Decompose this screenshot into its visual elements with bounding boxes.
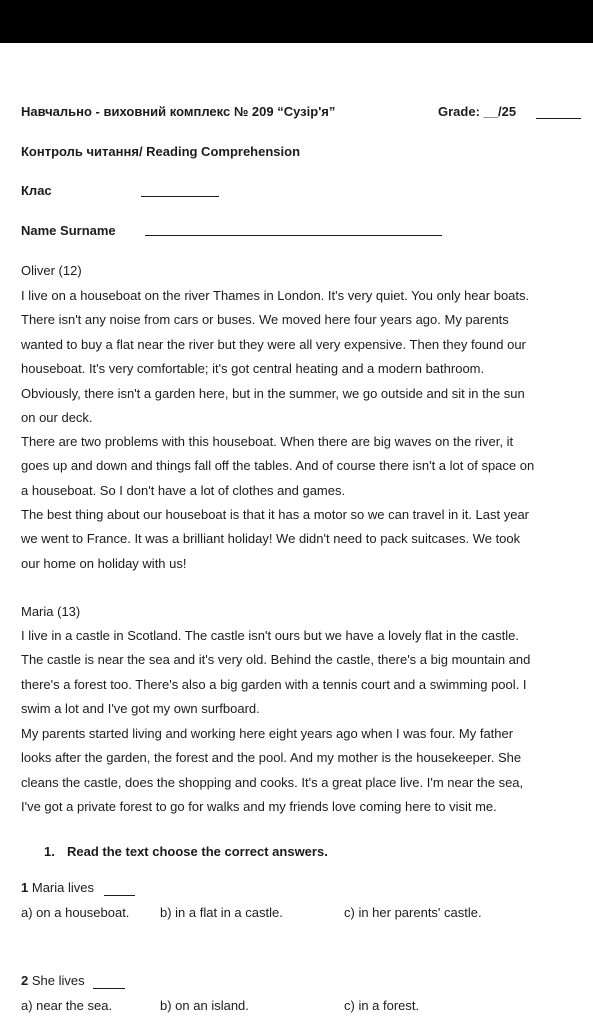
text-line: wanted to buy a flat near the river but they were all very expensive. Then they found our [21, 336, 526, 352]
question-number: 1 [21, 880, 29, 895]
option-b[interactable]: b) in a flat in a castle. [160, 905, 283, 920]
class-input-line[interactable] [141, 196, 219, 197]
option-a[interactable]: a) near the sea. [21, 998, 113, 1013]
maria-heading: Maria (13) [21, 604, 81, 619]
grade-field [438, 104, 516, 119]
maria-paragraph-2 [21, 722, 587, 820]
grade-blank[interactable]: __ [483, 104, 498, 119]
text-line: I live in a castle in Scotland. The castle isn't ours but we have a lovely flat in the castle. [21, 628, 519, 643]
option-b[interactable]: b) on an island. [160, 998, 249, 1013]
oliver-paragraph-2 [21, 430, 587, 503]
text-line: Obviously, there isn't a garden here, but in the summer, we go outside and sit in the sun [21, 385, 525, 401]
option-c[interactable]: c) in her parents' castle. [344, 905, 482, 920]
top-black-bar [0, 0, 593, 43]
grade-extra-line [536, 118, 581, 119]
text-line: The best thing about our houseboat is that it has a motor so we can travel in it. Last year [21, 507, 530, 522]
text-line: I've got a private forest to go for walks and my friends love coming here to visit me. [21, 799, 497, 815]
text-line: I live on a houseboat on the river Thames in London. It's very quiet. You only hear boats. [21, 288, 530, 303]
text-line: There are two problems with this houseboat. When there are big waves on the river, it [21, 434, 514, 449]
text-line: The castle is near the sea and it's very old. Behind the castle, there's a big mountain and [21, 652, 531, 668]
text-line: swim a lot and I've got my own surfboard. [21, 701, 260, 717]
text-line: houseboat. It's very comfortable; it's got central heating and a modern bathroom. [21, 361, 485, 377]
task-number: 1. [44, 844, 55, 859]
text-line: there's a forest too. There's also a big garden with a tennis court and a swimming pool. I [21, 676, 527, 692]
text-line: My parents started living and working here eight years ago when I was four. My father [21, 726, 514, 741]
text-line: There isn't any noise from cars or buses. We moved here four years ago. My parents [21, 312, 509, 328]
oliver-paragraph-1 [21, 284, 587, 430]
question-1 [21, 880, 94, 895]
text-line: cleans the castle, does the shopping and cooks. It's a great place live. I'm near the sea, [21, 774, 524, 790]
question-text: Maria lives [31, 880, 94, 895]
text-line: our home on holiday with us! [21, 555, 187, 571]
page-subtitle: Контроль читання/ Reading Comprehension [21, 144, 301, 159]
text-line: we went to France. It was a brilliant holiday! We didn't need to pack suitcases. We took [21, 531, 521, 547]
maria-paragraph-1 [21, 624, 587, 722]
text-line: looks after the garden, the forest and the pool. And my mother is the housekeeper. She [21, 750, 522, 766]
task-instruction: Read the text choose the correct answers. [67, 844, 328, 859]
question-text: She lives [31, 973, 85, 988]
text-line: on our deck. [21, 410, 93, 426]
question-2 [21, 973, 85, 988]
grade-total: /25 [498, 104, 517, 119]
option-c[interactable]: c) in a forest. [344, 998, 420, 1013]
text-line: goes up and down and things fall off the tables. And of course there isn't a lot of space on [21, 458, 535, 474]
school-name: Навчально - виховний комплекс № 209 “Сузір'я” [21, 104, 336, 119]
oliver-paragraph-3 [21, 503, 587, 576]
option-a[interactable]: a) on a houseboat. [21, 905, 130, 920]
name-input-line[interactable] [145, 235, 442, 236]
answer-blank-1[interactable] [104, 895, 135, 896]
grade-label: Grade: [438, 104, 480, 119]
answer-blank-2[interactable] [93, 988, 125, 989]
text-line: a houseboat. So I don't have a lot of clothes and games. [21, 482, 346, 498]
class-label: Клас [21, 183, 52, 198]
name-surname-label: Name Surname [21, 223, 116, 238]
oliver-heading: Oliver (12) [21, 263, 82, 278]
question-number: 2 [21, 973, 29, 988]
